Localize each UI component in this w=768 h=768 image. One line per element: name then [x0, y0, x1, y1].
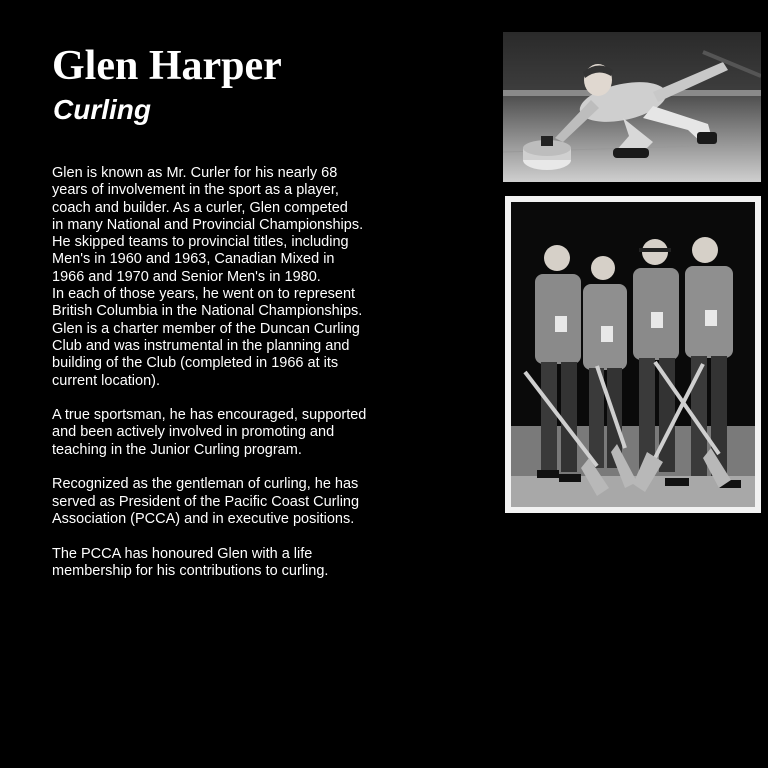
bio-paragraph-honours: The PCCA has honoured Glen with a life membership for his contributions to curling.	[52, 545, 329, 579]
curling-team-photo	[505, 196, 761, 513]
bio-paragraph-career: Glen is known as Mr. Curler for his nearly 68 years of involvement in the sport as a player, coach and builder. As a curler, Glen competed in many National and Provincial Championships. He skipped teams to provincial titles, including Men's in 1960 and 1963, Canadian Mixed in 1966 and 1970 and Senior Men's in 1980. In each of those years, he went on to represent British Columbia in the National Championships. Glen is a charter member of the Duncan Curling Club and was instrumental in the planning and building of the Club (completed in 1966 at its current location).	[52, 165, 364, 389]
athlete-name: Glen Harper	[52, 43, 282, 89]
curling-delivery-photo	[503, 32, 761, 182]
biography	[52, 165, 432, 597]
athlete-sport: Curling	[53, 94, 151, 125]
bio-paragraph-sportsmanship: A true sportsman, he has encouraged, supported and been actively involved in promoting and teaching in the Junior Curling program.	[52, 407, 367, 458]
bio-paragraph-leadership: Recognized as the gentleman of curling, he has served as President of the Pacific Coast Curling Association (PCCA) and in executive positions.	[52, 476, 360, 527]
